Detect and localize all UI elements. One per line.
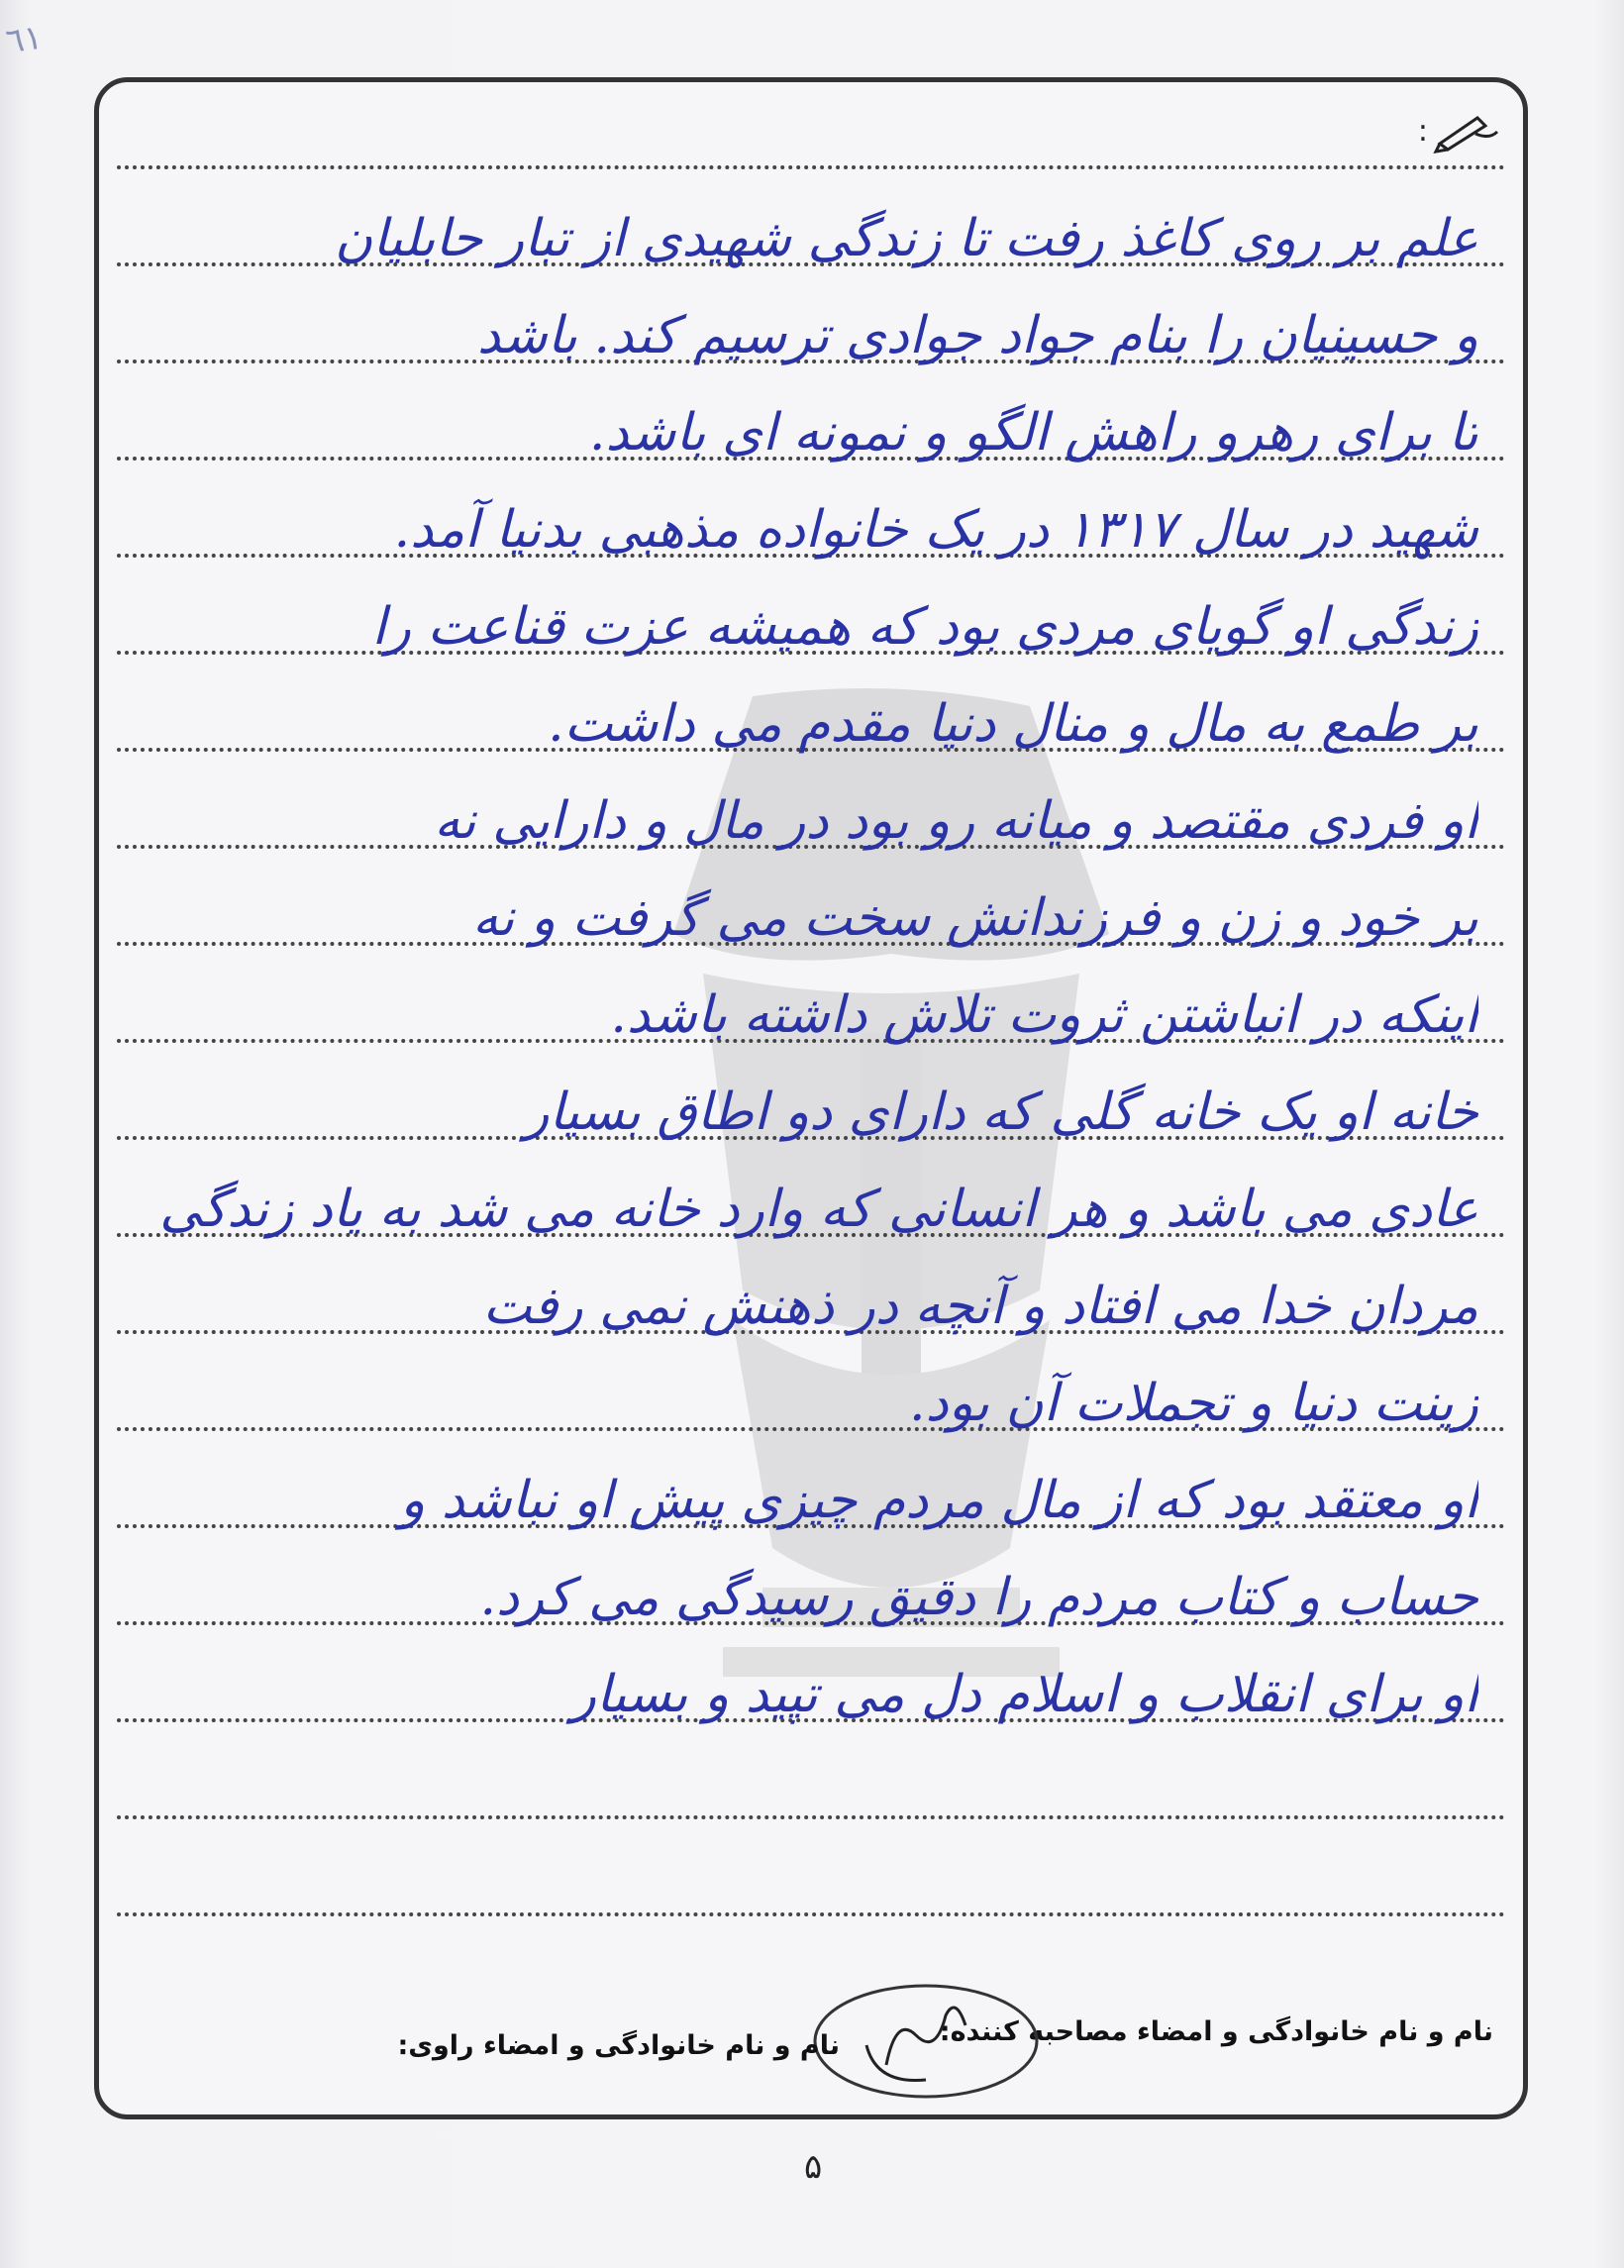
ruled-line	[117, 1912, 1505, 1916]
signature-footer	[99, 1971, 1523, 2114]
handwritten-line: خانه او یک خانه گلی که دارای دو اطاق بسیار	[524, 1082, 1478, 1142]
handwritten-line: شهید در سال ۱۳۱۷ در یک خانواده مذهبی بدنیا آمد.	[393, 500, 1478, 560]
handwritten-line: تا برای رهرو راهش الگو و نمونه ای باشد.	[588, 403, 1478, 463]
handwritten-line: و حسینیان را بنام جواد جوادی ترسیم کند. باشد	[476, 306, 1478, 365]
handwritten-line: علم بر روی کاغذ رفت تا زندگی شهیدی از تبار حابلیان	[335, 209, 1478, 268]
handwritten-line: او فردی مقتصد و میانه رو بود در مال و دارایی نه	[434, 791, 1478, 851]
handwritten-line: مردان خدا می افتاد و آنچه در ذهنش نمی رفت	[482, 1277, 1478, 1336]
page-number: ۵	[804, 2147, 823, 2187]
header-colon: :	[1417, 114, 1428, 149]
corner-mark: ٦١	[3, 17, 46, 62]
handwritten-line: بر خود و زن و فرزندانش سخت می گرفت و نه	[471, 888, 1478, 948]
handwritten-line: زینت دنیا و تجملات آن بود.	[909, 1374, 1478, 1433]
handwritten-line: او برای انقلاب و اسلام دل می تپید و بسیار	[570, 1665, 1478, 1724]
ruled-line	[117, 165, 1505, 169]
pen-icon	[1432, 110, 1501, 154]
handwritten-line: او معتقد بود که از مال مردم چیزی پیش او نباشد و	[400, 1471, 1478, 1530]
narrator-label: نام و نام خانوادگی و امضاء راوی:	[397, 2030, 840, 2061]
handwritten-line: عادی می باشد و هر انسانی که وارد خانه می شد به یاد زندگی	[159, 1180, 1478, 1239]
handwritten-line: اینکه در انباشتن ثروت تلاش داشته باشد.	[610, 985, 1478, 1045]
ruled-line	[117, 1815, 1505, 1819]
interviewer-signature	[807, 1976, 1045, 2105]
handwritten-line: بر طمع به مال و منال دنیا مقدم می داشت.	[548, 694, 1478, 754]
handwritten-line: زندگی او گویای مردی بود که همیشه عزت قناعت را	[371, 597, 1478, 657]
interviewer-label: نام و نام خانوادگی و امضاء مصاحبه کننده:	[939, 2016, 1493, 2047]
page-frame	[94, 77, 1528, 2119]
handwritten-line: حساب و کتاب مردم را دقیق رسیدگی می کرد.	[479, 1568, 1478, 1627]
